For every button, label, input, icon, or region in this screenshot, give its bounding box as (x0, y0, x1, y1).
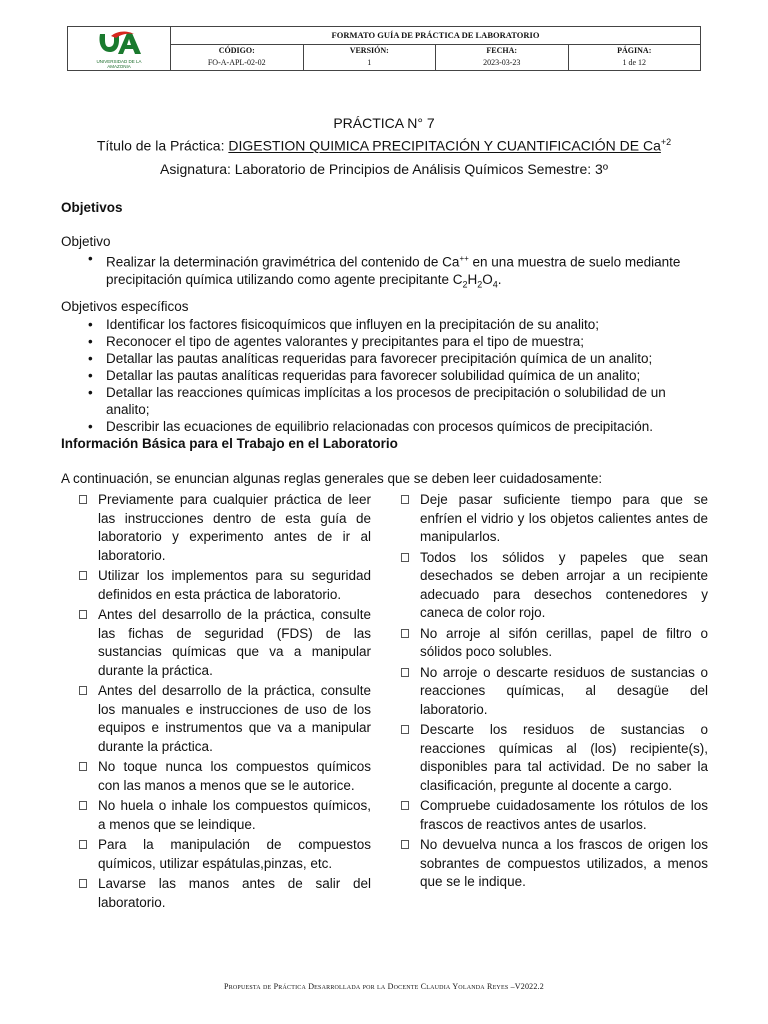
rule-item: Antes del desarrollo de la práctica, consulte los manuales e instrucciones de uso de los equipos e instrumentos que va a manipular durante la práctica. (76, 682, 371, 756)
specific-objectives-label: Objetivos específicos (61, 299, 189, 314)
checkbox-icon (401, 629, 409, 638)
header-columns (171, 44, 700, 70)
rule-item: Descarte los residuos de sustancias o reacciones químicas al (los) recipiente(s), disponibles para tal actividad. De no saber la clasificación, pregunte al docente a cargo. (398, 721, 708, 795)
university-logo (68, 27, 171, 70)
general-objective-list (83, 250, 703, 293)
checkbox-icon (79, 571, 87, 580)
list-item: • Realizar la determinación gravimétrica del contenido de Ca++ en una muestra de suelo mediante precipitación química utilizando como agente precipitante $C_2H_2O_4$. (83, 250, 703, 293)
checkbox-icon (79, 840, 87, 849)
rules-left-column (76, 491, 371, 914)
date-cell: FECHA: 2023-03-23 (436, 44, 569, 70)
objective-label: Objetivo (61, 234, 111, 249)
rule-item: Deje pasar suficiente tiempo para que se enfríen el vidrio y los objetos calientes antes de manipularlos. (398, 491, 708, 547)
list-item: • Describir las ecuaciones de equilibrio relacionadas con procesos químicos de precipitación. (83, 418, 703, 435)
rule-item: No devuelva nunca a los frascos de origen los sobrantes de compuestos utilizados, a menos que se le indique. (398, 836, 708, 892)
checkbox-icon (79, 879, 87, 888)
rule-item: Utilizar los implementos para su seguridad definidos en esta práctica de laboratorio. (76, 567, 371, 604)
objectives-heading: Objetivos (61, 200, 123, 215)
info-intro: A continuación, se enuncian algunas reglas generales que se deben leer cuidadosamente: (61, 471, 603, 486)
page-footer: Propuesta de Práctica Desarrollada por la Docente Claudia Yolanda Reyes –V2022.2 (224, 982, 544, 991)
specific-objectives-list (83, 316, 703, 435)
list-item: • Detallar las reacciones químicas implícitas a los procesos de precipitación o solubilidad de un analito; (83, 384, 671, 418)
practice-title: Título de la Práctica: DIGESTION QUIMICA PRECIPITACIÓN Y CUANTIFICACIÓN DE $Ca^{+2}$ (96, 137, 672, 154)
checkbox-icon (79, 610, 87, 619)
logo-text: UNIVERSIDAD DE LA AMAZONIA (96, 59, 142, 69)
rule-item: No arroje al sifón cerillas, papel de filtro o sólidos poco solubles. (398, 625, 708, 662)
subject-line: Asignatura: Laboratorio de Principios de Análisis Químicos Semestre: 3º (160, 161, 608, 177)
checkbox-icon (401, 495, 409, 504)
rule-item: Antes del desarrollo de la práctica, consulte las fichas de seguridad (FDS) de las sustancias químicas que va a manipular durante la práctica. (76, 606, 371, 680)
rule-item: Compruebe cuidadosamente los rótulos de los frascos de reactivos antes de usarlos. (398, 797, 708, 834)
rule-item: Para la manipulación de compuestos químicos, utilizar espátulas,pinzas, etc. (76, 836, 371, 873)
list-item: • Reconocer el tipo de agentes valorantes y precipitantes para el tipo de muestra; (83, 333, 703, 350)
rule-item: Previamente para cualquier práctica de leer las instrucciones dentro de esta guía de laboratorio y experimento antes de ir al laboratorio. (76, 491, 371, 565)
rule-item: No toque nunca los compuestos químicos con las manos a menos que se le autorice. (76, 758, 371, 795)
rule-item: No arroje o descarte residuos de sustancias o reacciones químicas, al desagüe del laboratorio. (398, 664, 708, 720)
code-cell: CÓDIGO: FO-A-APL-02-02 (171, 44, 304, 70)
checkbox-icon (401, 725, 409, 734)
checkbox-icon (79, 762, 87, 771)
university-logo-icon (94, 30, 144, 58)
checkbox-icon (401, 801, 409, 810)
rule-item: Todos los sólidos y papeles que sean desechados se deben arrojar a un recipiente adecuado para desechos contenedores y caneca de color rojo. (398, 549, 708, 623)
page-cell: PÁGINA: 1 de 12 (617, 46, 652, 67)
rule-item: Lavarse las manos antes de salir del laboratorio. (76, 875, 371, 912)
list-item: • Identificar los factores fisicoquímicos que influyen en la precipitación de su analito; (83, 316, 703, 333)
header-table (67, 26, 701, 71)
checkbox-icon (79, 495, 87, 504)
list-item: • Detallar las pautas analíticas requeridas para favorecer precipitación química de un analito; (83, 350, 703, 367)
checkbox-icon (401, 840, 409, 849)
form-title: FORMATO GUÍA DE PRÁCTICA DE LABORATORIO (171, 27, 700, 45)
checkbox-icon (401, 553, 409, 562)
practice-number: PRÁCTICA N° 7 (333, 115, 435, 131)
version-cell: VERSIÓN: 1 (304, 44, 437, 70)
rule-item: No huela o inhale los compuestos químicos, a menos que se leindique. (76, 797, 371, 834)
checkbox-icon (79, 801, 87, 810)
rules-right-column (398, 491, 708, 894)
checkbox-icon (401, 668, 409, 677)
list-item: • Detallar las pautas analíticas requeridas para favorecer solubilidad química de un analito; (83, 367, 703, 384)
info-heading: Información Básica para el Trabajo en el Laboratorio (61, 436, 398, 451)
checkbox-icon (79, 686, 87, 695)
